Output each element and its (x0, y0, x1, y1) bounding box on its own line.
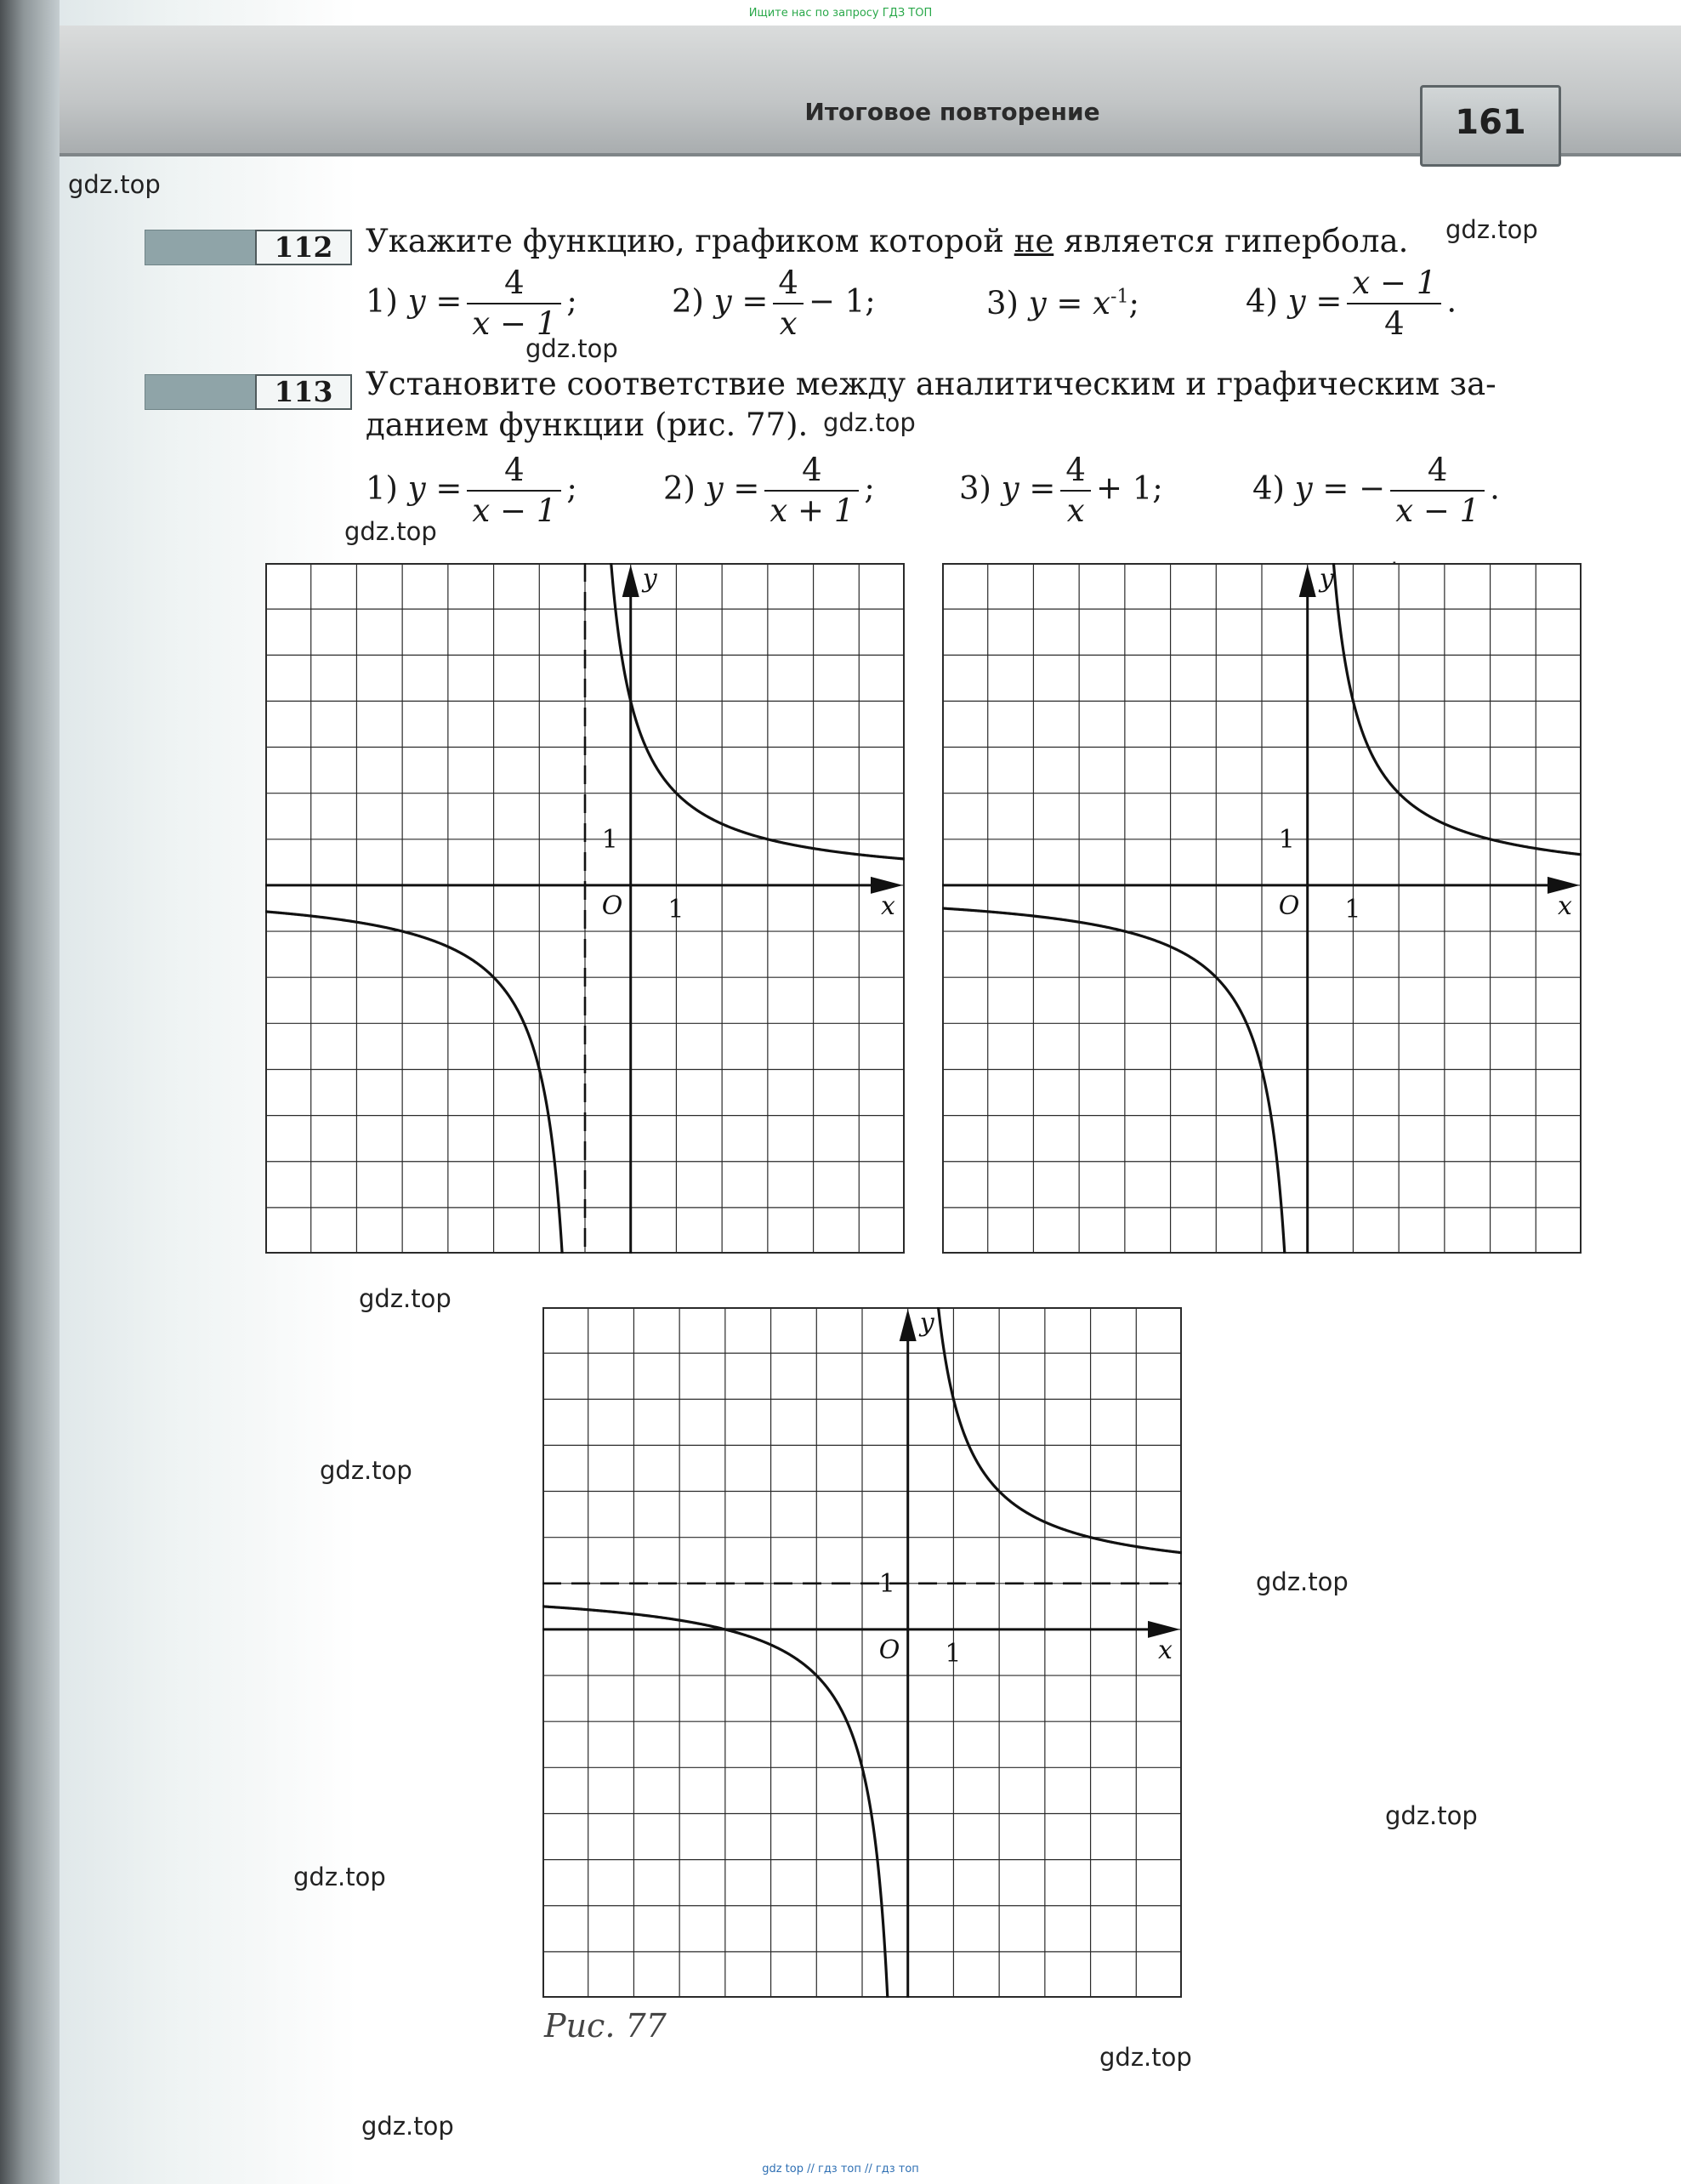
option-112-4: 4) y = $\frac{x - 1}{4}$ . (1246, 264, 1457, 342)
y-axis-label: y (919, 1308, 934, 1338)
graph-3 (542, 1307, 1182, 1998)
watermark: gdz.top (823, 408, 916, 437)
page-number: 161 (1455, 103, 1526, 142)
watermark: gdz.top (267, 1119, 360, 1148)
watermark: gdz.top (1385, 1801, 1478, 1830)
problem-112-text: Укажите функцию, графиком которой не является гипербола. (366, 223, 1409, 259)
watermark: gdz.top (1324, 1180, 1417, 1209)
watermark: gdz.top (726, 1356, 819, 1385)
watermark: gdz.top (359, 1284, 451, 1313)
option-112-3: 3) $y = x^{-1}$; (986, 285, 1139, 321)
watermark: gdz.top (1099, 2043, 1192, 2072)
hyperbola-right-branch (1331, 563, 1582, 855)
watermark: gdz.top (1006, 1072, 1099, 1101)
tick-label-x-1: 1 (945, 1638, 962, 1669)
problem-113-line2: данием функции (рис. 77). (366, 407, 809, 443)
option-112-2: 2) y = $\frac{4}{x}$ − 1; (672, 264, 876, 342)
x-axis-label: x (881, 890, 895, 921)
graph-2 (942, 563, 1582, 1254)
option-113-3: 3) y = $\frac{4}{x}$ + 1; (959, 452, 1163, 529)
hyperbola-left-branch (942, 908, 1286, 1254)
top-note: Ищите нас по запросу ГДЗ ТОП (748, 7, 933, 20)
y-axis-label: y (642, 564, 657, 594)
x-axis-label: x (1158, 1635, 1173, 1665)
hyperbola-left-branch (265, 912, 564, 1254)
watermark: gdz.top (1445, 215, 1538, 244)
option-113-1: 1) y = $\frac{4}{x - 1}$ ; (366, 452, 577, 529)
tick-label-y-1: 1 (601, 824, 618, 855)
y-axis-arrow (900, 1309, 917, 1341)
graph-1 (265, 563, 905, 1254)
tick-label-x-1: 1 (667, 894, 684, 924)
watermark: gdz.top (361, 2112, 454, 2141)
x-axis-label: x (1558, 890, 1572, 921)
book-binding (0, 0, 60, 2184)
watermark: gdz.top (1366, 558, 1459, 587)
watermark: gdz.top (895, 1609, 988, 1638)
watermark: gdz.top (1256, 1567, 1349, 1596)
watermark: gdz.top (718, 606, 811, 635)
origin-label: O (1278, 890, 1300, 921)
hyperbola-right-branch (934, 1307, 1183, 1553)
option-112-1: 1) y = $\frac{4}{x - 1}$ ; (366, 264, 577, 342)
watermark: gdz.top (68, 170, 161, 199)
watermark: gdz.top (344, 517, 437, 546)
problem-number: 113 (255, 374, 352, 410)
watermark: gdz.top (293, 1863, 386, 1891)
watermark: gdz.top (320, 1456, 412, 1485)
option-113-4: 4) y = − $\frac{4}{x - 1}$ . (1252, 452, 1500, 529)
figure-caption: Рис. 77 (544, 2007, 667, 2045)
origin-label: O (601, 890, 623, 921)
y-axis-arrow (622, 565, 639, 597)
problem-number: 112 (255, 230, 352, 265)
hyperbola-right-branch (608, 563, 905, 859)
option-113-2: 2) y = $\frac{4}{x + 1}$ ; (663, 452, 875, 529)
hyperbola-left-branch (542, 1607, 889, 1998)
tick-label-y-1: 1 (1278, 824, 1295, 855)
page-number-box (1420, 85, 1561, 167)
y-axis-arrow (1299, 565, 1316, 597)
section-title: Итоговое повторение (804, 98, 1100, 126)
y-axis-label: y (1319, 564, 1334, 594)
origin-label: O (878, 1635, 900, 1665)
watermark: gdz.top (995, 649, 1088, 678)
problem-113-line1: Установите соответствие между аналитическим и графическим за- (366, 366, 1496, 402)
bottom-note: gdz top // гдз топ // гдз топ (762, 2163, 919, 2175)
tick-label-x-1: 1 (1344, 894, 1361, 924)
tick-label-y-1: 1 (878, 1568, 895, 1599)
watermark: gdz.top (525, 334, 618, 363)
